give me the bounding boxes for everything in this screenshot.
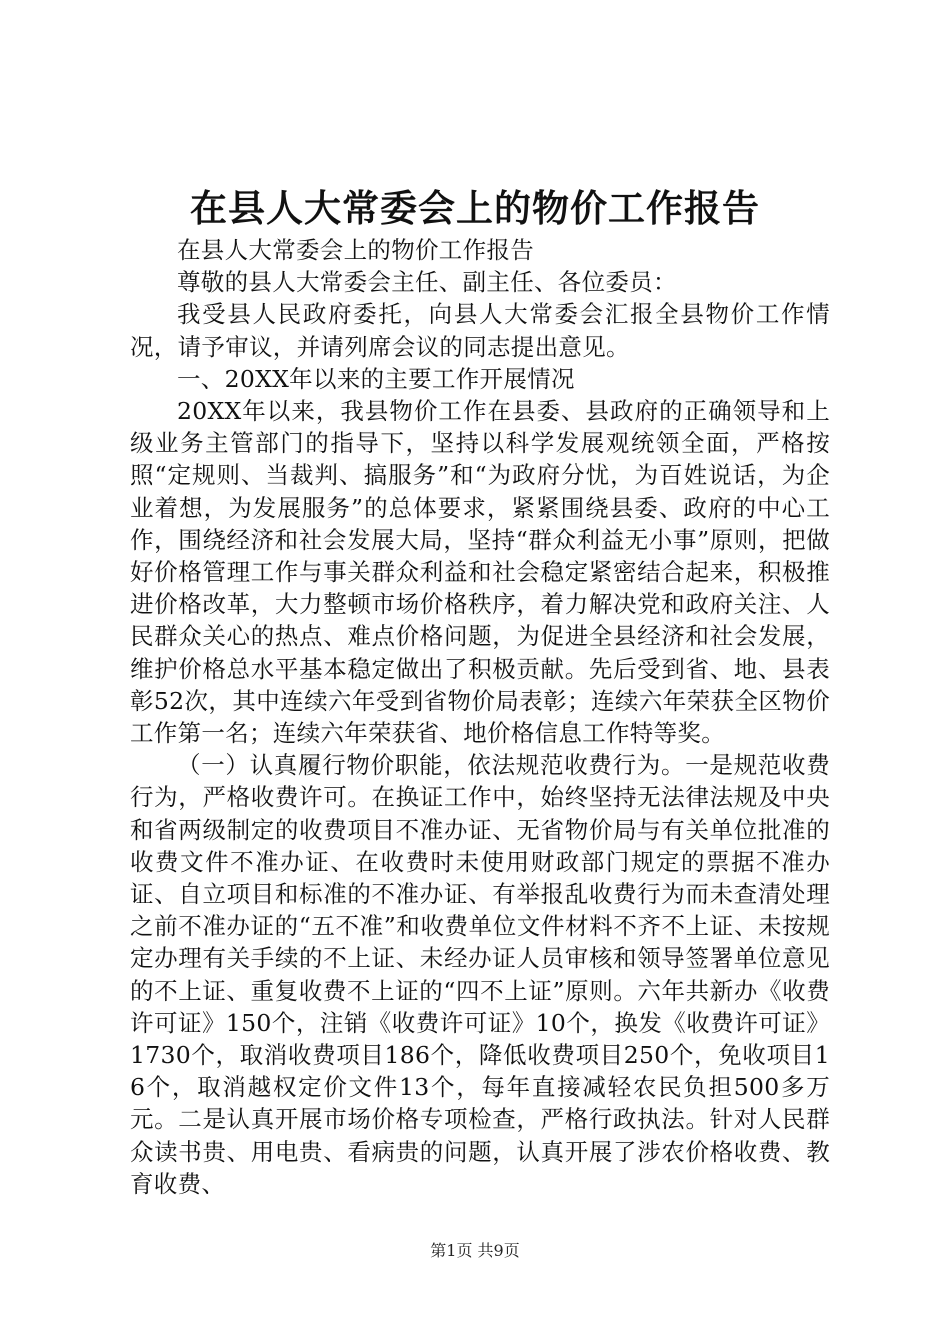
document-title: 在县人大常委会上的物价工作报告 bbox=[190, 186, 760, 230]
page-number-footer: 第1页 共9页 bbox=[430, 1241, 520, 1260]
report-heading-line: 在县人大常委会上的物价工作报告 bbox=[177, 236, 534, 264]
body-paragraph: （一）认真履行物价职能，依法规范收费行为。一是规范收费行为，严格收费许可。在换证工作中，始终坚持无法律法规及中央和省两级制定的收费项目不准办证、无省物价局与有关单位批准的收费文件不准办证、在收费时未使用财政部门规定的票据不准办证、自立项目和标准的不准办证、有举报乱收费行为而未查清处理之前不准办证的“五不准”和收费单位文件材料不齐不上证、未按规定办理有关手续的不上证、未经办证人员审核和领导签署单位意见的不上证、重复收费不上证的“四不上证”原则。六年共新办《收费许可证》150个，注销《收费许可证》10个，换发《收费许可证》1730个，取消收费项目186个，降低收费项目250个，免收项目16个，取消越权定价文件13个，每年直接减轻农民负担500多万元。二是认真开展市场价格专项检查，严格行政执法。针对人民群众读书贵、用电贵、看病贵的问题，认真开展了涉农价格收费、教育收费、 bbox=[130, 751, 830, 1198]
document-body bbox=[130, 234, 830, 1200]
salutation: 尊敬的县人大常委会主任、副主任、各位委员： bbox=[177, 268, 677, 297]
section-heading: 一、20XX年以来的主要工作开展情况 bbox=[177, 364, 575, 393]
intro-paragraph: 我受县人民政府委托，向县人大常委会汇报全县物价工作情况，请予审议，并请列席会议的同志提出意见。 bbox=[130, 300, 830, 361]
body-paragraph: 20XX年以来，我县物价工作在县委、县政府的正确领导和上级业务主管部门的指导下，坚持以科学发展观统领全面，严格按照“定规则、当裁判、搞服务”和“为政府分忧，为百姓说话，为企业着想，为发展服务”的总体要求，紧紧围绕县委、政府的中心工作，围绕经济和社会发展大局，坚持“群众利益无小事”原则，把做好价格管理工作与事关群众利益和社会稳定紧密结合起来，积极推进价格改革，大力整顿市场价格秩序，着力解决党和政府关注、人民群众关心的热点、难点价格问题，为促进全县经济和社会发展，维护价格总水平基本稳定做出了积极贡献。先后受到省、地、县表彰52次，其中连续六年受到省物价局表彰；连续六年荣获全区物价工作第一名；连续六年荣获省、地价格信息工作特等奖。 bbox=[130, 397, 830, 748]
